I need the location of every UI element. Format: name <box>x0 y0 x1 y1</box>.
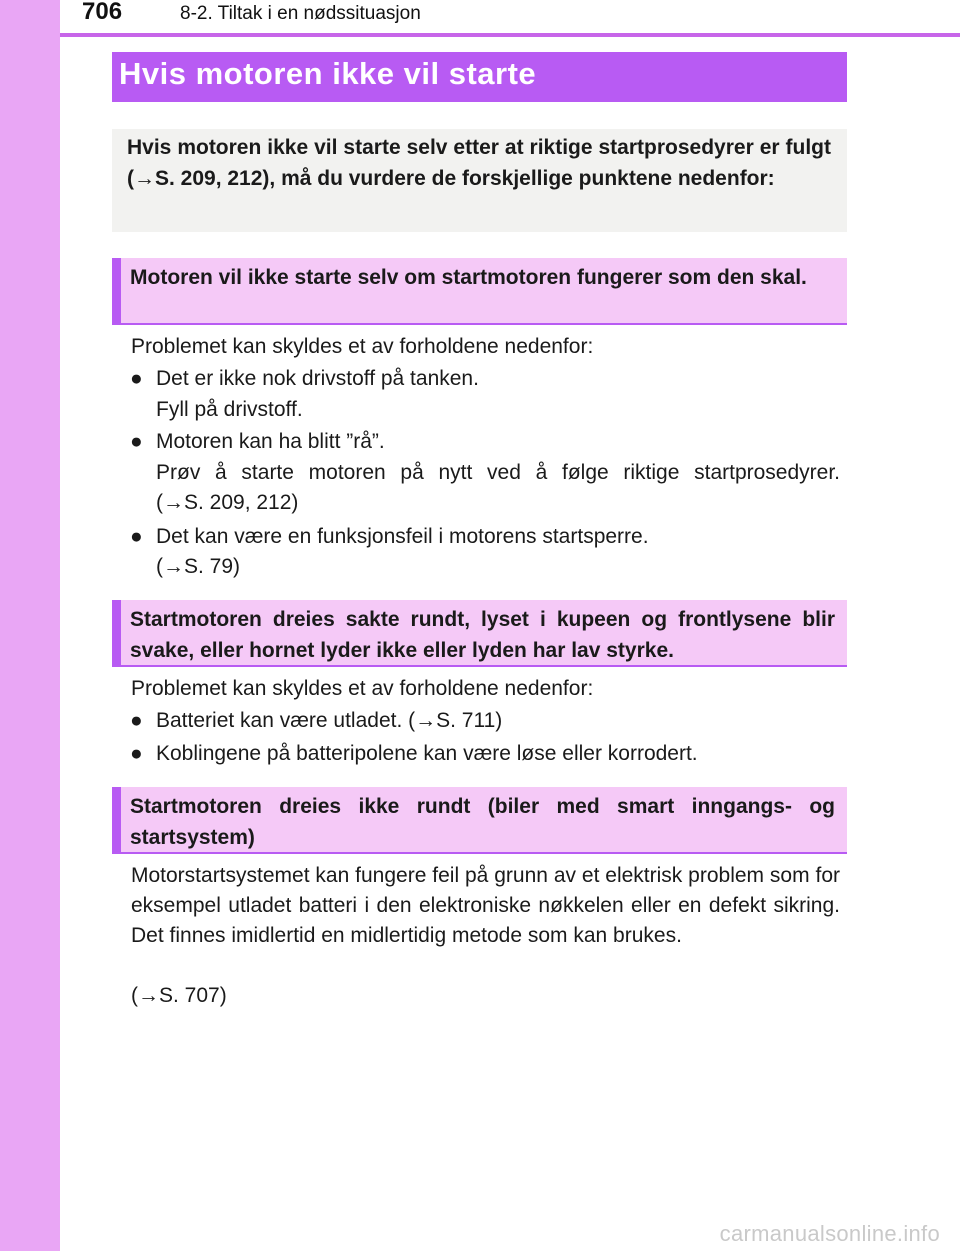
list-item-title: Det kan være en funksjonsfeil i motorens startsperre. <box>156 525 649 548</box>
watermark: carmanualsonline.info <box>719 1221 940 1246</box>
page-reference: (→S. 209, 212) <box>156 491 299 514</box>
page-number: 706 <box>82 0 123 25</box>
intro-text: Hvis motoren ikke vil starte selv etter at riktige startprosedyrer er fulgt (→S. 209, 212), må du vurdere de forskjellige punktene nedenfor: <box>127 136 831 190</box>
section-heading-2 <box>112 600 847 667</box>
intro-box <box>112 129 847 232</box>
page-reference: (→S. 79) <box>156 555 241 578</box>
list-item-title: Motoren kan ha blitt ”rå”. <box>156 430 385 453</box>
list-item-detail: Fyll på drivstoff. <box>156 398 303 421</box>
section-heading-text: Motoren vil ikke starte selv om startmotoren fungerer som den skal. <box>130 266 807 289</box>
bullet-icon: ● <box>130 367 143 390</box>
list-item-title: Batteriet kan være utladet. (→S. 711) <box>156 709 503 732</box>
section-title: 8-2. Tiltak i en nødssituasjon <box>180 3 421 24</box>
page-title: Hvis motoren ikke vil starte <box>119 56 537 91</box>
list-item-detail: Prøv å starte motoren på nytt ved å følge riktige startprosedyrer. <box>156 461 840 484</box>
section-lead: Problemet kan skyldes et av forholdene nedenfor: <box>131 335 594 358</box>
list-item-title: Det er ikke nok drivstoff på tanken. <box>156 367 479 390</box>
section-heading-1 <box>112 258 847 325</box>
bullet-icon: ● <box>130 525 143 548</box>
section-body: Motorstartsystemet kan fungere feil på grunn av et elektrisk problem som for eksempel utladet batteri i den elektroniske nøkkelen eller en defekt sikring. Det finnes imidlertid en midlertidig metode som kan brukes. <box>131 864 840 947</box>
section-heading-text: Startmotoren dreies sakte rundt, lyset i kupeen og frontlysene blir svake, eller hornet lyder ikke eller lyden har lav styrke. <box>130 608 835 662</box>
bullet-icon: ● <box>130 709 143 732</box>
list-item-title: Koblingene på batteripolene kan være løse eller korrodert. <box>156 742 698 765</box>
page-reference: (→S. 707) <box>131 984 227 1007</box>
bullet-icon: ● <box>130 430 143 453</box>
main-title-bar <box>112 52 847 102</box>
header-divider <box>60 33 960 37</box>
section-lead: Problemet kan skyldes et av forholdene nedenfor: <box>131 677 594 700</box>
section-heading-3 <box>112 787 847 854</box>
section-heading-text: Startmotoren dreies ikke rundt (biler med smart inngangs- og startsystem) <box>130 795 835 849</box>
side-tab-strip <box>0 0 60 1251</box>
bullet-icon: ● <box>130 742 143 765</box>
